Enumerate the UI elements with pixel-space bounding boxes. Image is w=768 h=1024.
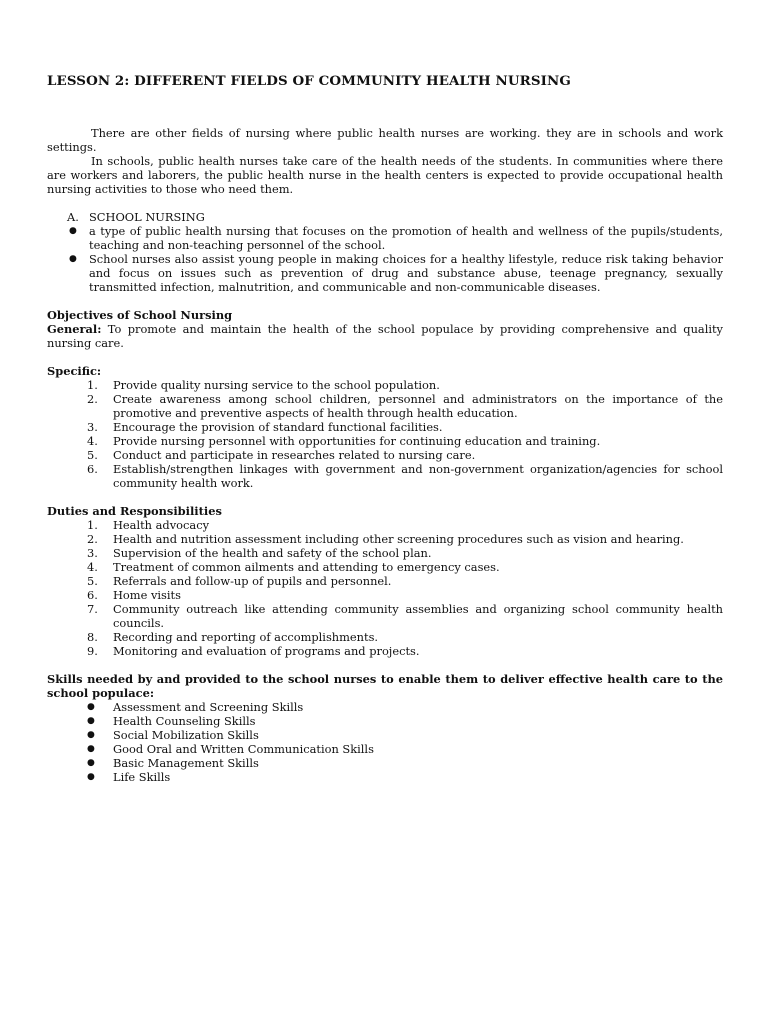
list-item [47,224,723,252]
item-text: Community outreach like attending community assemblies and organizing school community health councils. [113,602,723,630]
general-label: General: [47,322,102,336]
list-item [47,420,723,434]
item-text: Supervision of the health and safety of the school plan. [113,546,432,560]
list-item [47,588,723,602]
item-number: 2. [87,532,98,546]
spacer [47,490,723,504]
list-item [47,560,723,574]
item-number: 3. [87,546,98,560]
intro-paragraph-1: There are other fields of nursing where public health nurses are working. they are in schools and work settings. [47,126,723,154]
list-item [47,714,723,728]
item-text: Good Oral and Written Communication Skills [113,742,374,756]
specific-objectives-list [47,378,723,490]
list-item [47,546,723,560]
black-circle-bullet-icon: ● [69,226,77,236]
item-number: 1. [87,518,98,532]
item-text: Encourage the provision of standard functional facilities. [113,420,443,434]
item-number: 2. [87,392,98,406]
black-circle-bullet-icon: ● [87,758,95,768]
spacer [47,294,723,308]
item-text: Create awareness among school children, personnel and administrators on the importance of the promotive and preventive aspects of health through health education. [113,392,723,420]
item-number: 7. [87,602,98,616]
duties-heading: Duties and Responsibilities [47,504,222,518]
list-item [47,392,723,420]
list-item [47,602,723,630]
item-text: Health advocacy [113,518,210,532]
document-page [47,72,723,784]
item-number: 1. [87,378,98,392]
list-item [47,728,723,742]
list-item [47,574,723,588]
item-number: 4. [87,560,98,574]
list-item [47,448,723,462]
intro-paragraph-2: In schools, public health nurses take care of the health needs of the students. In communities where there are workers and laborers, the public health nurse in the health centers is expected to provide occupational health nursing activities to those who need them. [47,154,723,196]
bullet-text: a type of public health nursing that focuses on the promotion of health and wellness of the pupils/students, teaching and non-teaching personnel of the school. [89,224,723,252]
list-item [47,378,723,392]
duties-list [47,518,723,658]
black-circle-bullet-icon: ● [87,730,95,740]
list-item [47,434,723,448]
item-text: Health Counseling Skills [113,714,256,728]
item-text: Provide quality nursing service to the school population. [113,378,440,392]
black-circle-bullet-icon: ● [87,744,95,754]
item-number: 5. [87,448,98,462]
list-item [47,644,723,658]
black-circle-bullet-icon: ● [87,716,95,726]
list-item [47,756,723,770]
objectives-heading: Objectives of School Nursing [47,308,233,322]
item-text: Conduct and participate in researches related to nursing care. [113,448,476,462]
skills-heading: Skills needed by and provided to the school nurses to enable them to deliver effective health care to the school populace: [47,672,723,700]
item-text: Assessment and Screening Skills [113,700,304,714]
black-circle-bullet-icon: ● [69,254,77,264]
item-text: Life Skills [113,770,171,784]
black-circle-bullet-icon: ● [87,772,95,782]
list-item [47,462,723,490]
spacer [47,196,723,210]
list-item [47,770,723,784]
bullet-text: School nurses also assist young people in making choices for a healthy lifestyle, reduce risk taking behavior and focus on issues such as prevention of drug and substance abuse, teenage pregnancy, sexually transmitted infection, malnutrition, and communicable and non-communicable diseases. [89,252,723,294]
item-text: Establish/strengthen linkages with government and non-government organization/agencies for school community health work. [113,462,723,490]
section-title: SCHOOL NURSING [89,210,205,224]
list-item [47,532,723,546]
item-number: 9. [87,644,98,658]
item-text: Home visits [113,588,181,602]
item-number: 8. [87,630,98,644]
item-text: Health and nutrition assessment including other screening procedures such as vision and hearing. [113,532,684,546]
skills-list [47,700,723,784]
spacer [47,658,723,672]
general-objective [47,322,723,350]
general-text: To promote and maintain the health of the school populace by providing comprehensive and quality nursing care. [47,322,723,350]
black-circle-bullet-icon: ● [87,702,95,712]
list-item [47,742,723,756]
list-item [47,252,723,294]
item-text: Provide nursing personnel with opportunities for continuing education and training. [113,434,601,448]
school-nursing-bullets [47,224,723,294]
item-number: 3. [87,420,98,434]
item-number: 6. [87,588,98,602]
list-item [47,518,723,532]
item-text: Basic Management Skills [113,756,259,770]
item-number: 6. [87,462,98,476]
specific-heading: Specific: [47,364,102,378]
list-item [47,700,723,714]
item-text: Recording and reporting of accomplishments. [113,630,379,644]
item-text: Treatment of common ailments and attending to emergency cases. [113,560,500,574]
list-item [47,630,723,644]
lesson-title: LESSON 2: DIFFERENT FIELDS OF COMMUNITY HEALTH NURSING [47,73,571,89]
item-number: 5. [87,574,98,588]
item-number: 4. [87,434,98,448]
item-text: Social Mobilization Skills [113,728,259,742]
item-text: Referrals and follow-up of pupils and personnel. [113,574,392,588]
spacer [47,350,723,364]
section-letter: A. [67,210,79,224]
item-text: Monitoring and evaluation of programs and projects. [113,644,420,658]
section-a-heading [67,210,723,224]
